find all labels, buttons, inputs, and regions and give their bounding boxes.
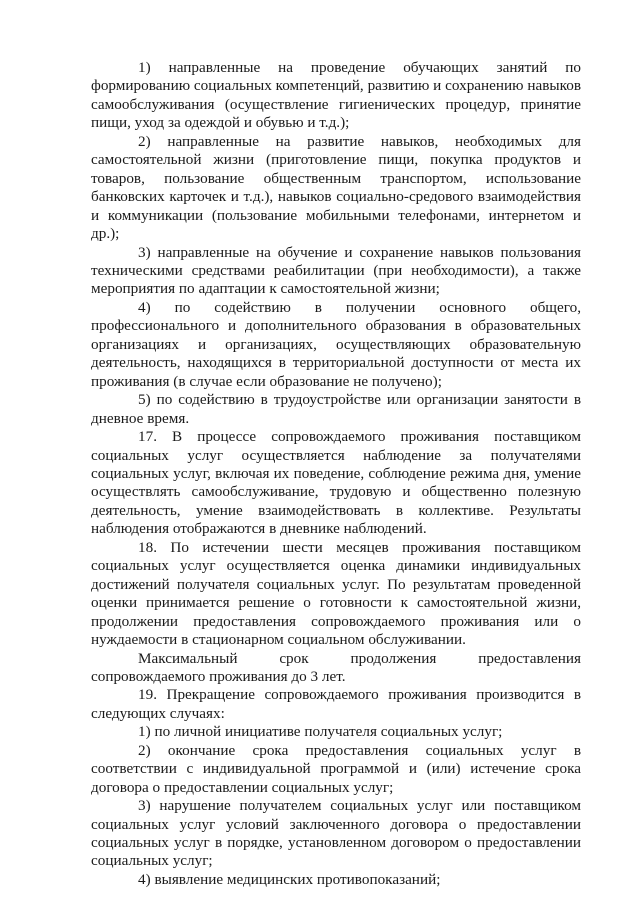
paragraph-list-item-5: 5) по содействию в трудоустройстве или организации занятости в дневное время. [91,391,581,427]
paragraph-termination-case-1: 1) по личной инициативе получателя социальных услуг; [138,723,503,741]
paragraph-clause-19: 19. Прекращение сопровождаемого проживания производится в следующих случаях: [91,686,581,722]
paragraph-list-item-4: 4) по содействию в получении основного общего, профессионального и дополнительного образования в образовательных организациях и организациях, осуществляющих образовательную деятельность, находящихся в территориальной доступности от места их проживания (в случае если образование не получено); [91,298,581,390]
paragraph-list-item-3: 3) направленные на обучение и сохранение навыков пользования техническими средствами реабилитации (при необходимости), а также мероприятия по адаптации к самостоятельной жизни; [91,243,581,298]
paragraph-max-duration: Максимальный срок продолжения предоставления сопровождаемого проживания до 3 лет. [91,649,581,685]
paragraph-termination-case-2: 2) окончание срока предоставления социальных услуг в соответствии с индивидуальной программой и (или) истечение срока договора о предоставлении социальных услуг; [91,741,581,796]
paragraph-list-item-1: 1) направленные на проведение обучающих занятий по формированию социальных компетенций, развитию и сохранению навыков самообслуживания (осуществление гигиенических процедур, принятие пищи, уход за одеждой и обувью и т.д.); [91,59,581,132]
paragraph-list-item-2: 2) направленные на развитие навыков, необходимых для самостоятельной жизни (приготовление пищи, покупка продуктов и товаров, пользование общественным транспортом, использование банковских карточек и т.д.), навыков социально-средового взаимодействия и коммуникации (пользование мобильными телефонами, интернетом и др.); [91,132,581,243]
paragraph-clause-18: 18. По истечении шести месяцев проживания поставщиком социальных услуг осуществляется оценка динамики индивидуальных достижений получателя социальных услуг. По результатам проведенной оценки принимается решение о готовности к самостоятельной жизни, продолжении предоставления сопровождаемого проживания или о нуждаемости в стационарном социальном обслуживании. [91,538,581,649]
paragraph-clause-17: 17. В процессе сопровождаемого проживания поставщиком социальных услуг осуществляется наблюдение за получателями социальных услуг, включая их поведение, соблюдение режима дня, умение осуществлять самообслуживание, трудовую и общественно полезную деятельность, умение взаимодействовать в коллективе. Результаты наблюдения отображаются в дневнике наблюдений. [91,428,581,538]
paragraph-termination-case-3: 3) нарушение получателем социальных услуг или поставщиком социальных услуг условий заключенного договора о предоставлении социальных услуг в порядке, установленном договором о предоставлении социальных услуг; [91,797,581,870]
document-body [91,59,581,889]
paragraph-termination-case-4: 4) выявление медицинских противопоказаний; [138,870,441,888]
